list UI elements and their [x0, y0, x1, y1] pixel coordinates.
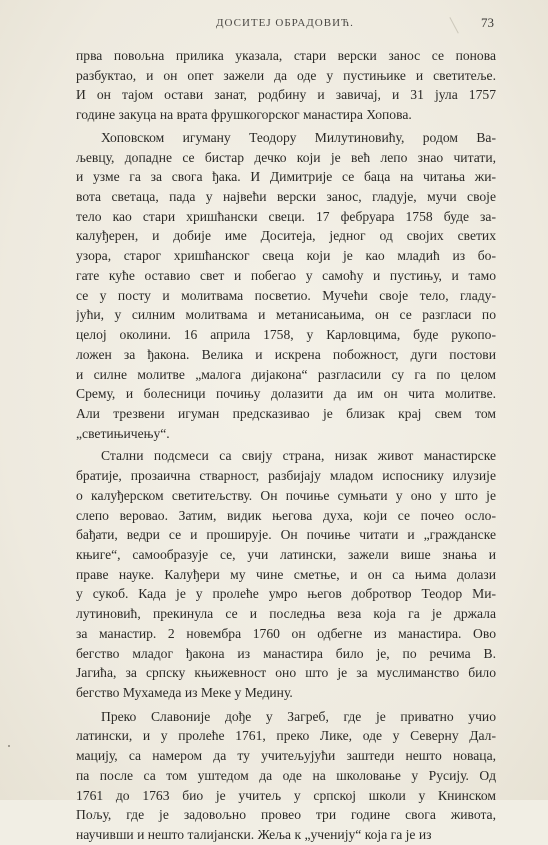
text-line: „светињичењу“. — [76, 425, 170, 441]
page-number: 73 — [481, 15, 494, 30]
body-text — [76, 46, 496, 845]
text-line: Јагића, за српску књижевност оно што је за муслиманство било — [76, 665, 496, 681]
margin-speck — [8, 745, 10, 747]
text-line: латински, и у пролеће 1761, преко Лике, оде у Северну Дал- — [76, 728, 496, 744]
text-line: целој околини. 16 априла 1758, у Карловцима, буде рукопо- — [76, 327, 496, 343]
text-line: калуђерен, и добије име Доситеја, једног од својих светих — [76, 228, 496, 244]
text-line: братије, прозаична стварност, разбијају младом испоснику илузије — [76, 468, 496, 484]
paragraph — [76, 46, 496, 125]
text-line: Преко Славоније дође у Загреб, где је приватно учио — [101, 708, 496, 724]
text-line: се у посту и молитвама посветио. Мучећи своје тело, гладу- — [76, 287, 496, 303]
text-line: књиге“, самообразује се, учи латински, зажели више знања и — [76, 546, 496, 562]
paragraph — [76, 446, 496, 702]
text-line: па после са том уштедом да оде на школовање у Русију. Од — [76, 767, 496, 783]
text-line: у сукоб. Када је у пролеће умро његов добротвор Теодор Ми- — [76, 586, 496, 602]
text-line: праве науке. Калуђери му чине сметње, и он са њима долази — [76, 566, 496, 582]
text-line: бађати, ведри се и проширује. Он почиње читати и „гражданске — [76, 527, 496, 543]
text-line: прва повољна прилика указала, стари верски занос се понова — [76, 48, 496, 63]
paragraph — [76, 707, 496, 845]
text-line: Али трезвени игуман предсказивао је близак крај свем том — [76, 405, 496, 421]
running-title: ДОСИТЕЈ ОБРАДОВИЋ. — [216, 17, 354, 29]
text-line: бегство Мухамеда из Меке у Медину. — [76, 685, 293, 700]
text-line: разбуктао, и он опет зажели да оде у пустињике и светитеље. — [76, 67, 496, 83]
text-line: узора, старог хришћанског свеца који је као младић из бо- — [76, 248, 496, 264]
text-line: и узме га за свога ђака. И Димитрије се баца на читања жи- — [76, 169, 496, 185]
text-line: гате куће оставио свет и побегао у самоћу и пустињу, и тамо — [76, 267, 496, 283]
text-line: о калуђерском светитељству. Он почиње сумњати у оно у што је — [76, 487, 496, 503]
text-line: Пољу, где је задовољно провео три године свога живота, — [76, 807, 496, 823]
text-line: јући, у силним молитвама и метанисањима, он се разгласи по — [76, 307, 496, 323]
text-line: љевцу, допадне се бистар дечко који је већ лепо знао читати, — [76, 149, 496, 165]
text-line: лутиновић, прекинула се и последња веза која га је држала — [76, 606, 496, 622]
text-line: Стални подсмеси са свију страна, низак живот манастирске — [101, 448, 496, 464]
text-line: 1761 до 1763 био је учитељ у српској школи у Книнском — [76, 787, 496, 803]
text-line: научивши и нешто талијански. Жеља к „ученију“ која га је из — [76, 827, 432, 843]
text-line: бегство младог ђакона из манастира било је, по речима В. — [76, 645, 496, 661]
text-line: Хоповском игуману Теодору Милутиновићу, родом Ва- — [101, 129, 496, 145]
text-line: године закуца на врата фрушкогорског манастира Хопова. — [76, 107, 412, 123]
running-head — [76, 17, 494, 33]
text-line: за манастир. 2 новембра 1760 он одбегне из манастира. Ово — [76, 625, 496, 641]
text-line: тело као стари хришћански свеци. 17 фебруара 1758 буде за- — [76, 208, 496, 224]
text-line: слепо веровао. Затим, видик његова духа, који се почео осло- — [76, 507, 496, 523]
paragraph — [76, 128, 496, 444]
text-line: ложен за ђакона. Велика и искрена побожност, дуги постови — [76, 346, 496, 362]
text-line: Срему, и болесници почињу долазити да им он чита молитве. — [76, 386, 496, 402]
text-line: И он тајом остави занат, родбину и завичај, и 31 јула 1757 — [76, 87, 496, 103]
text-line: вота светаца, пада у највећи верски занос, гладује, мучи своје — [76, 189, 496, 205]
text-line: мацију, са намером да ту учитељујући заштеди нешто новаца, — [76, 748, 496, 764]
text-line: и силне молитве „малога дијакона“ разгласили су га по целом — [76, 366, 496, 382]
